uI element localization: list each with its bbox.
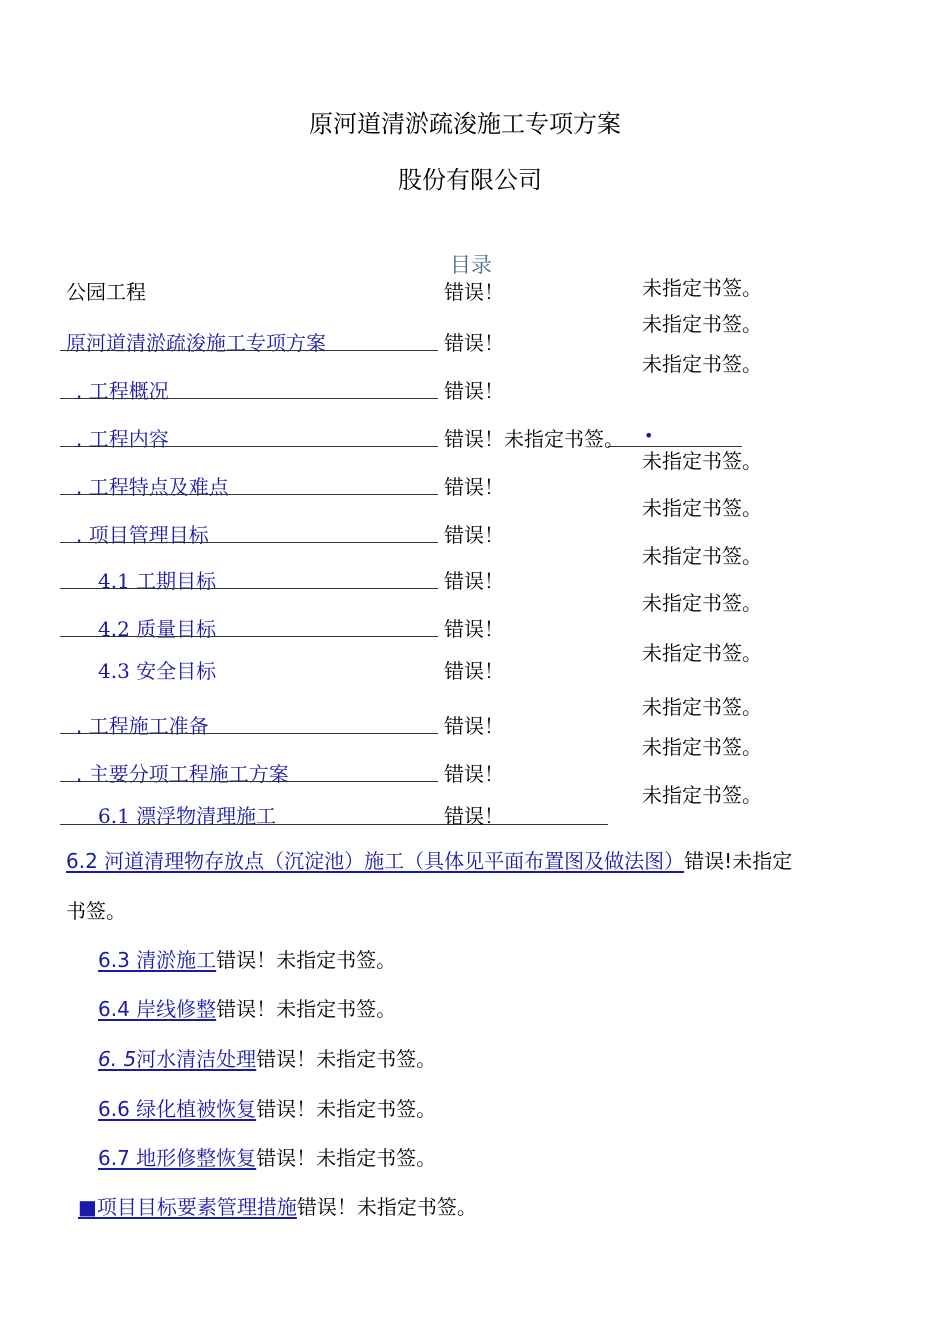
- toc-entry-label: 河水清洁处理: [136, 1047, 257, 1071]
- toc-link-goal-measures[interactable]: [78, 1195, 297, 1219]
- toc-entry-label: 6.1 漂浮物清理施工: [98, 804, 277, 828]
- toc-link-shoreline[interactable]: 6.4 岸线修整: [98, 997, 217, 1021]
- toc-link-features[interactable]: . 工程特点及难点: [76, 475, 229, 499]
- toc-error-full: 错误！未指定书签。: [444, 427, 624, 451]
- toc-entry-6-5: [98, 1043, 436, 1072]
- toc-error-text: 错误！: [444, 804, 504, 828]
- toc-error-text: 错误！: [444, 523, 504, 547]
- toc-entry-label: 4.3 安全目标: [98, 659, 217, 683]
- toc-bookmark-text: 未指定书签。: [642, 591, 762, 615]
- toc-bookmark-text: 未指定书签。: [642, 449, 762, 473]
- company-name: 股份有限公司: [398, 166, 542, 194]
- toc-entry-label: 4.2 质量目标: [98, 617, 217, 641]
- toc-entry-goal-measures: [78, 1191, 477, 1220]
- toc-underline: [60, 588, 438, 589]
- bullet-dot-icon: •: [644, 426, 654, 445]
- toc-error-full: 错误！未指定书签。: [216, 997, 397, 1021]
- toc-link-quality-goal[interactable]: [98, 613, 216, 642]
- toc-link-management-goals[interactable]: . 项目管理目标: [76, 523, 209, 547]
- toc-underline: [60, 398, 438, 399]
- toc-underline: [60, 781, 438, 782]
- toc-entry-label: 4.1 工期目标: [98, 569, 217, 593]
- toc-entry-number: 6. 5: [98, 1047, 137, 1071]
- toc-link-sediment-pond[interactable]: 6.2 河道清理物存放点（沉淀池）施工（具体见平面布置图及做法图）: [66, 849, 685, 873]
- toc-bookmark-text: 未指定书签。: [642, 496, 762, 520]
- toc-bookmark-text: 未指定书签。: [642, 783, 762, 807]
- toc-bookmark-text: 未指定书签。: [642, 544, 762, 568]
- toc-error-full: 错误！未指定书签。: [296, 1195, 477, 1219]
- toc-error-text: 错误！: [444, 659, 504, 683]
- toc-link-main-works[interactable]: . 主要分项工程施工方案: [76, 762, 289, 786]
- toc-entry-6-2: [66, 845, 792, 874]
- toc-bookmark-text: 未指定书签。: [642, 695, 762, 719]
- toc-link-overview[interactable]: . 工程概况: [76, 379, 169, 403]
- toc-underline: [60, 542, 438, 543]
- document-title: 原河道清淤疏浚施工专项方案: [309, 110, 621, 138]
- toc-link-safety-goal[interactable]: [98, 655, 216, 684]
- toc-link-schedule-goal[interactable]: [98, 565, 216, 594]
- toc-error-text: 错误！: [444, 475, 504, 499]
- toc-entry-6-6: [98, 1093, 436, 1122]
- toc-bookmark-text: 未指定书签。: [642, 276, 762, 300]
- toc-bookmark-text: 未指定书签。: [642, 735, 762, 759]
- toc-link-terrain[interactable]: 6.7 地形修整恢复: [98, 1146, 257, 1170]
- toc-error-text: 错误！: [444, 762, 504, 786]
- toc-error-full: 错误！未指定书签。: [256, 1047, 437, 1071]
- toc-link-water-cleaning[interactable]: [98, 1047, 256, 1071]
- toc-underline: [60, 733, 438, 734]
- toc-underline: [60, 636, 438, 637]
- toc-link-project-plan[interactable]: 原河道清淤疏浚施工专项方案: [66, 331, 326, 355]
- toc-underline: [60, 824, 608, 825]
- toc-entry-label: 项目目标要素管理措施: [96, 1195, 297, 1219]
- toc-error-text: 错误！: [444, 714, 504, 738]
- toc-link-vegetation[interactable]: 6.6 绿化植被恢复: [98, 1097, 257, 1121]
- toc-error-full: 错误！未指定书签。: [256, 1146, 437, 1170]
- toc-underline: [608, 446, 742, 447]
- toc-link-preparation[interactable]: . 工程施工准备: [76, 714, 209, 738]
- toc-underline: [60, 494, 438, 495]
- toc-error-text: 错误！: [444, 569, 504, 593]
- toc-bookmark-cont: 书签。: [66, 899, 126, 923]
- toc-error-text: 错误！: [444, 617, 504, 641]
- toc-error-text: 错误！: [444, 280, 504, 304]
- toc-error-full: 错误！未指定书签。: [216, 948, 397, 972]
- toc-error-full: 错误！未指定书签。: [256, 1097, 437, 1121]
- toc-bookmark-text: 未指定书签。: [642, 352, 762, 376]
- square-bullet-icon: ■: [78, 1195, 97, 1219]
- toc-error-text: 错误!未指定: [684, 849, 793, 873]
- toc-entry-6-3: [98, 944, 396, 973]
- toc-entry-label: 公园工程: [66, 280, 146, 304]
- toc-entry-6-4: [98, 993, 396, 1022]
- toc-error-text: 错误！: [444, 379, 504, 403]
- toc-link-dredging[interactable]: 6.3 清淤施工: [98, 948, 217, 972]
- toc-underline: [60, 446, 438, 447]
- toc-bookmark-text: 未指定书签。: [642, 312, 762, 336]
- toc-heading: 目录: [450, 253, 492, 277]
- toc-error-text: 错误！: [444, 331, 504, 355]
- toc-bookmark-text: 未指定书签。: [642, 641, 762, 665]
- toc-underline: [60, 350, 438, 351]
- toc-link-content[interactable]: . 工程内容: [76, 427, 169, 451]
- toc-entry-6-7: [98, 1142, 436, 1171]
